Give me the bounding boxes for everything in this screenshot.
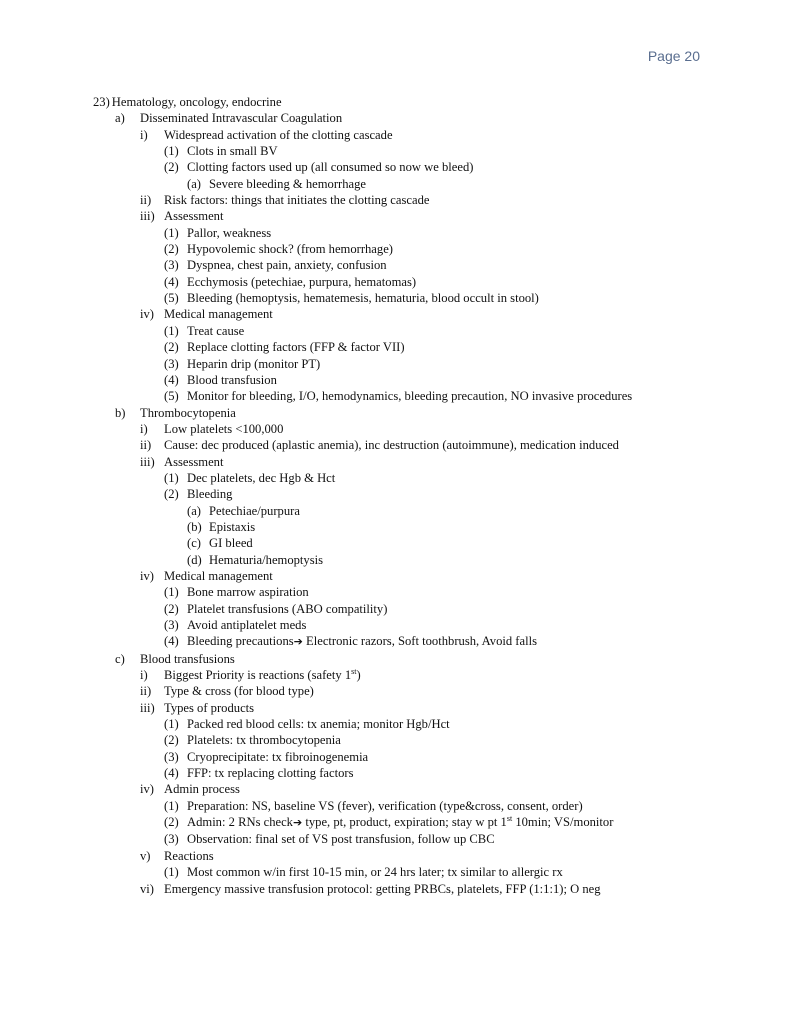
outline-item [93,372,773,388]
arrow-right-icon: ➔ [293,635,303,649]
outline-text: Assessment [164,209,224,224]
outline-marker: (1) [164,225,179,240]
outline-item [93,881,773,897]
outline-item [93,208,773,224]
outline-text: type, pt, product, expiration; stay w pt 1 [302,815,507,830]
outline-text: Heparin drip (monitor PT) [187,356,321,371]
outline-item [93,486,773,502]
outline-item [93,503,773,519]
outline-marker: (4) [164,372,179,387]
outline-content [93,94,773,897]
outline-marker: iii) [140,454,155,469]
arrow-right-icon: ➔ [292,816,303,830]
outline-text: Replace clotting factors (FFP & factor VII) [187,340,405,355]
outline-text: Monitor for bleeding, I/O, hemodynamics, bleeding precaution, NO invasive procedures [187,389,633,404]
outline-item [93,864,773,880]
outline-text: Epistaxis [209,519,256,534]
outline-marker: (b) [187,519,202,534]
outline-marker: (3) [164,356,179,371]
outline-marker: (c) [187,536,201,551]
outline-marker: (2) [164,340,179,355]
outline-marker: iii) [140,700,155,715]
outline-text: Reactions [164,848,214,863]
outline-text: Pallor, weakness [187,225,272,240]
outline-item [93,176,773,192]
outline-item [93,568,773,584]
outline-text: Admin: 2 RNs check [187,815,293,830]
outline-marker: (1) [164,323,179,338]
outline-text: Preparation: NS, baseline VS (fever), verification (type&cross, consent, order) [187,798,583,813]
outline-text: Hypovolemic shock? (from hemorrhage) [187,242,393,257]
outline-item [93,814,773,831]
outline-item [93,781,773,797]
outline-item [93,306,773,322]
outline-marker: v) [140,848,151,863]
outline-item [93,274,773,290]
outline-text: Clots in small BV [187,144,278,159]
outline-marker: i) [140,668,148,683]
outline-marker: ii) [140,438,152,453]
outline-item [93,633,773,650]
outline-item [93,732,773,748]
outline-item [93,798,773,814]
outline-marker: (2) [164,815,179,830]
outline-text: Cause: dec produced (aplastic anemia), inc destruction (autoimmune), medication induced [164,438,619,453]
outline-item [93,667,773,683]
outline-marker: (1) [164,865,179,880]
outline-text: Clotting factors used up (all consumed so now we bleed) [187,160,474,175]
page-number: Page 20 [647,48,700,64]
outline-marker: b) [115,405,126,420]
outline-item [93,405,773,421]
outline-marker: c) [115,651,125,666]
outline-text: Observation: final set of VS post transfusion, follow up CBC [187,832,495,847]
outline-text: Bleeding (hemoptysis, hematemesis, hematuria, blood occult in stool) [187,291,539,306]
outline-text: Dec platelets, dec Hgb & Hct [187,470,336,485]
outline-item [93,470,773,486]
outline-text: Bleeding [187,487,233,502]
outline-text: Blood transfusions [140,651,235,666]
outline-marker: i) [140,421,148,436]
outline-item [93,437,773,453]
outline-marker: (2) [164,487,179,502]
outline-item [93,323,773,339]
outline-item [93,421,773,437]
outline-text: Hematology, oncology, endocrine [111,95,282,109]
superscript-text: st [351,666,357,676]
outline-item [93,241,773,257]
outline-item [93,519,773,535]
outline-text: Electronic razors, Soft toothbrush, Avoid falls [302,634,537,649]
outline-text: Platelets: tx thrombocytopenia [187,733,341,748]
outline-marker: iv) [140,307,154,322]
outline-text: GI bleed [209,536,253,551]
outline-text: Medical management [164,307,273,322]
outline-item [93,257,773,273]
outline-text: Emergency massive transfusion protocol: getting PRBCs, platelets, FFP (1:1:1); O neg [164,881,601,896]
outline-item [93,552,773,568]
outline-text: Platelet transfusions (ABO compatility) [187,601,388,616]
outline-text: Dyspnea, chest pain, anxiety, confusion [187,258,387,273]
outline-text: ) [356,668,361,683]
outline-marker: (1) [164,585,179,600]
outline-marker: iii) [140,209,155,224]
outline-text: Ecchymosis (petechiae, purpura, hematomas) [187,274,417,289]
outline-marker: (1) [164,144,179,159]
outline-marker: (5) [164,291,179,306]
outline-item [93,339,773,355]
outline-marker: iv) [140,782,154,797]
outline-item [93,765,773,781]
outline-item [93,192,773,208]
outline-text: Biggest Priority is reactions (safety 1 [164,668,352,683]
outline-text: 10min; VS/monitor [512,815,614,830]
outline-text: Assessment [164,454,224,469]
outline-text: Thrombocytopenia [140,405,236,420]
outline-item [93,290,773,306]
outline-marker: (2) [164,601,179,616]
outline-marker: ii) [140,684,152,699]
outline-text: Types of products [164,700,255,715]
outline-item [93,700,773,716]
outline-item [93,388,773,404]
outline-item [93,454,773,470]
outline-item [93,356,773,372]
outline-item [93,617,773,633]
outline-marker: (4) [164,274,179,289]
outline-item [93,716,773,732]
outline-text: Type & cross (for blood type) [164,684,314,699]
outline-text: Medical management [164,568,273,583]
outline-text: Bone marrow aspiration [187,585,309,600]
outline-item [93,110,773,126]
outline-marker: vi) [140,881,154,896]
outline-item [93,749,773,765]
outline-text: Cryoprecipitate: tx fibroinogenemia [187,749,369,764]
outline-item [93,143,773,159]
outline-marker: (3) [164,832,179,847]
outline-text: Packed red blood cells: tx anemia; monitor Hgb/Hct [187,717,450,732]
outline-item [93,159,773,175]
outline-item [93,848,773,864]
outline-marker: 23) [93,95,110,109]
outline-item [93,831,773,847]
outline-item [93,535,773,551]
outline-text: Risk factors: things that initiates the clotting cascade [164,193,430,208]
outline-text: Hematuria/hemoptysis [209,552,324,567]
outline-text: Widespread activation of the clotting cascade [164,127,393,142]
outline-text: Low platelets <100,000 [164,421,284,436]
outline-marker: (1) [164,798,179,813]
outline-marker: iv) [140,568,154,583]
outline-item [93,225,773,241]
outline-text: Treat cause [187,323,245,338]
outline-text: Petechiae/purpura [209,503,300,518]
outline-marker: (a) [187,176,201,191]
outline-text: Avoid antiplatelet meds [187,618,307,632]
outline-item [93,94,773,110]
outline-marker: (1) [164,717,179,732]
outline-marker: (4) [164,766,179,781]
outline-marker: ii) [140,193,152,208]
outline-marker: (2) [164,733,179,748]
outline-marker: (3) [164,749,179,764]
outline-text: FFP: tx replacing clotting factors [187,766,354,781]
outline-marker: (a) [187,503,201,518]
outline-text: Most common w/in first 10-15 min, or 24 hrs later; tx similar to allergic rx [187,865,563,880]
outline-marker: (4) [164,634,179,649]
outline-text: Bleeding precautions [187,634,294,649]
outline-marker: i) [140,127,148,142]
outline-marker: (3) [164,618,179,632]
outline-marker: (5) [164,389,179,404]
outline-marker: a) [115,111,125,126]
superscript-text: st [506,813,513,823]
outline-item [93,651,773,667]
outline-text: Admin process [164,782,240,797]
outline-marker: (1) [164,470,179,485]
outline-item [93,601,773,617]
outline-marker: (d) [187,552,202,567]
outline-text: Blood transfusion [187,372,277,387]
outline-item [93,683,773,699]
outline-marker: (2) [164,242,179,257]
outline-text: Disseminated Intravascular Coagulation [140,111,343,126]
outline-marker: (3) [164,258,179,273]
outline-item [93,127,773,143]
outline-item [93,584,773,600]
outline-marker: (2) [164,160,179,175]
outline-text: Severe bleeding & hemorrhage [209,176,367,191]
